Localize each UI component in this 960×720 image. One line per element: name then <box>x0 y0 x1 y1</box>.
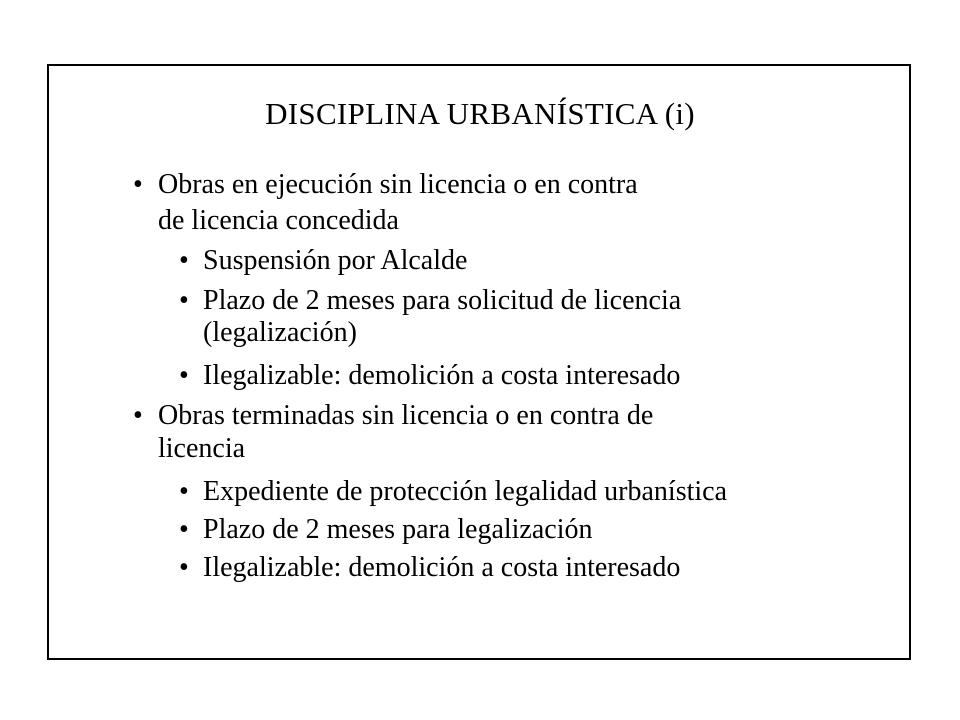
slide-title: DISCIPLINA URBANÍSTICA (i) <box>265 96 695 131</box>
bullet-icon: • <box>133 400 143 431</box>
section-2-item-3: Ilegalizable: demolición a costa interesado <box>203 552 681 583</box>
bullet-icon: • <box>133 169 143 200</box>
bullet-icon: • <box>179 476 189 507</box>
bullet-icon: • <box>179 285 189 316</box>
section-1-item-2-line-2: (legalización) <box>203 317 357 348</box>
bullet-icon: • <box>179 552 189 583</box>
section-1-item-3: Ilegalizable: demolición a costa interesado <box>203 360 681 391</box>
section-1-heading-line-2: de licencia concedida <box>158 205 399 236</box>
bullet-icon: • <box>179 514 189 545</box>
section-1-item-2-line-1: Plazo de 2 meses para solicitud de licencia <box>203 285 682 316</box>
section-2-item-2: Plazo de 2 meses para legalización <box>203 514 593 545</box>
section-2-heading-line-2: licencia <box>158 433 246 464</box>
section-1-item-1: Suspensión por Alcalde <box>203 245 468 276</box>
section-2-item-1: Expediente de protección legalidad urbanística <box>203 476 728 507</box>
bullet-icon: • <box>179 360 189 391</box>
section-1-heading-line-1: Obras en ejecución sin licencia o en contra <box>158 169 638 200</box>
bullet-icon: • <box>179 245 189 276</box>
section-2-heading-line-1: Obras terminadas sin licencia o en contra de <box>158 400 654 431</box>
